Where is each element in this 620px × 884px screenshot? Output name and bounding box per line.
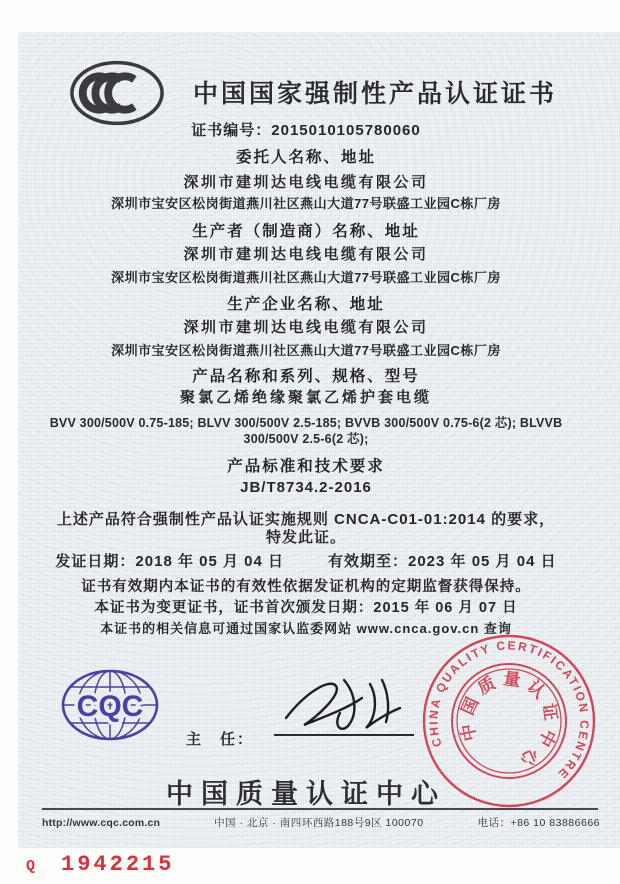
svg-text:CHINA QUALITY CERTIFICATION CE [426, 638, 591, 782]
applicant-heading: 委托人名称、地址 [235, 149, 376, 166]
certificate-number-line [18, 121, 594, 141]
issue-date: 发证日期：2018 年 05 月 04 日 [55, 553, 284, 570]
product-name: 聚氯乙烯绝缘聚氯乙烯护套电缆 [179, 389, 432, 406]
footer-row [42, 815, 600, 830]
factory-heading: 生产企业名称、地址 [227, 296, 385, 313]
footer-divider [42, 808, 598, 810]
cqc-logo-icon [60, 668, 160, 742]
issuer-name: 中国质量认证中心 [166, 779, 446, 809]
issuer-phone: 电话：+86 10 83886666 [477, 817, 600, 829]
factory-address: 深圳市宝安区松岗街道燕川社区燕山大道77号联盛工业园C栋厂房 [111, 343, 501, 358]
issuer-website: http://www.cqc.com.cn [42, 817, 161, 829]
product-heading: 产品名称和系列、规格、型号 [192, 368, 420, 385]
director-signature [278, 668, 410, 734]
product-spec-line1: BVV 300/500V 0.75-185; BLVV 300/500V 2.5-185; BVVB 300/500V 0.75-6(2 芯); BLVVB [49, 416, 563, 430]
factory-name: 深圳市建圳达电线电缆有限公司 [183, 319, 429, 336]
stamp-inner-text: 中国质量认证中心 [456, 668, 562, 773]
serial-prefix: Q [26, 858, 36, 875]
serial-number: 1942215 [61, 852, 175, 877]
certificate-paper [18, 32, 620, 848]
certificate-title: 中国国家强制性产品认证证书 [192, 80, 557, 108]
change-note: 本证书为变更证书，证书首次颁发日期：2015 年 06 月 07 日 [94, 600, 518, 616]
director-label: 主 任： [186, 731, 255, 748]
expiry-date: 有效期至：2023 年 05 月 04 日 [328, 553, 557, 570]
issuer-address: 中国 · 北京 · 南四环西路188号9区 100070 [214, 817, 424, 829]
producer-heading: 生产者（制造商）名称、地址 [192, 223, 420, 240]
producer-address: 深圳市宝安区松岗街道燕川社区燕山大道77号联盛工业园C栋厂房 [111, 270, 501, 285]
certificate-number-label: 证书编号： [191, 122, 272, 139]
product-spec-line2: 300/500V 2.5-6(2 芯); [243, 432, 369, 446]
statement-line2: 特发此证。 [265, 529, 346, 546]
serial-number-line [26, 852, 174, 877]
standard-heading: 产品标准和技术要求 [227, 458, 385, 475]
maintenance-note: 证书有效期内本证书的有效性依据发证机构的定期监督获得保持。 [81, 579, 531, 595]
producer-name: 深圳市建圳达电线电缆有限公司 [183, 246, 429, 263]
standard-value: JB/T8734.2-2016 [240, 479, 372, 496]
statement-line1: 上述产品符合强制性产品认证实施规则 CNCA-C01-01:2014 的要求， [56, 511, 556, 528]
applicant-name: 深圳市建圳达电线电缆有限公司 [183, 174, 429, 191]
stamp-ring-text: CHINA QUALITY CERTIFICATION CENTRE [426, 638, 592, 783]
query-note: 本证书的相关信息可通过国家认监委网站 www.cnca.gov.cn 查询 [100, 621, 512, 636]
applicant-address: 深圳市宝安区松岗街道燕川社区燕山大道77号联盛工业园C栋厂房 [111, 196, 501, 211]
svg-text:中国质量认证中心 [456, 669, 561, 773]
signature-underline [274, 687, 414, 736]
dates-line [18, 552, 594, 572]
cqc-logo-text: CQC [76, 690, 144, 723]
certificate-number-value: 2015010105780060 [271, 122, 421, 139]
